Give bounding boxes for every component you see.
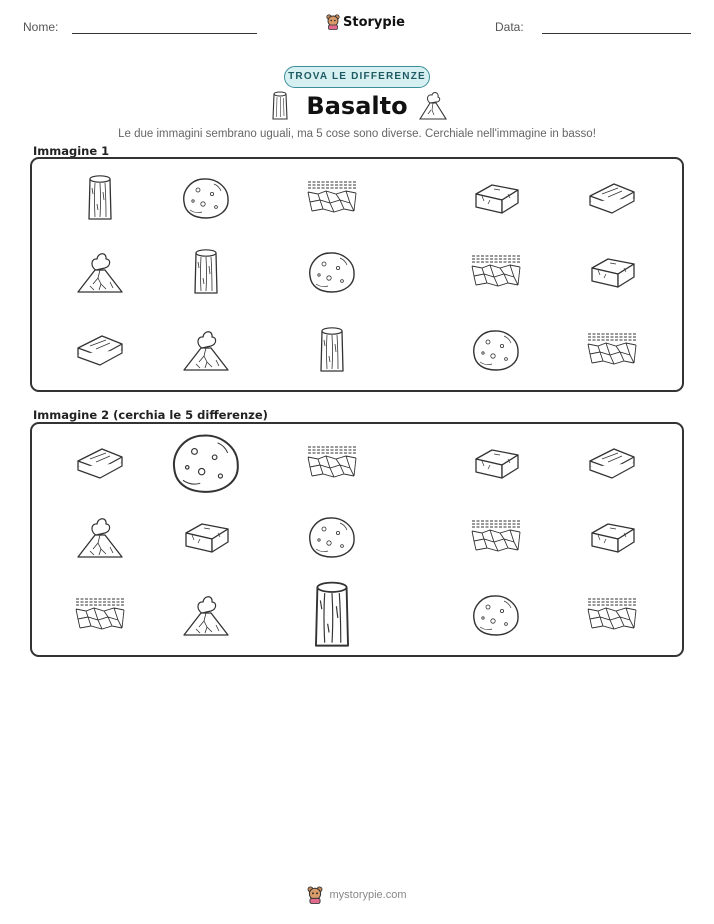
volcano-icon [181,326,231,374]
cracked-ground-icon [470,251,522,293]
find-differences-badge: TROVA LE DIFFERENZE [284,66,430,88]
basalt-column-icon [318,326,346,374]
basalt-column-icon[interactable] [312,580,353,650]
cracked-ground-icon [306,177,358,219]
date-field-line[interactable] [542,33,691,34]
rock-icon[interactable] [470,593,522,637]
page-title: Basalto [306,92,408,120]
brick-icon[interactable] [470,445,522,481]
cracked-ground-icon[interactable] [586,594,638,636]
basalt-column-icon [86,174,114,222]
brick-icon[interactable] [586,519,638,555]
slab-icon [586,180,638,216]
footer-url[interactable]: mystorypie.com [329,889,407,901]
volcano-icon[interactable] [75,513,125,561]
mascot-icon [307,886,323,904]
rock-icon [470,328,522,372]
slab-icon[interactable] [586,445,638,481]
brick-icon[interactable] [180,519,232,555]
cracked-ground-icon[interactable] [306,442,358,484]
name-label: Nome: [23,20,59,34]
basalt-column-icon [192,248,220,296]
cracked-ground-icon[interactable] [74,594,126,636]
logo-text: Storypie [343,14,405,30]
storypie-logo [326,14,405,30]
slab-icon[interactable] [74,445,126,481]
picture1-panel [30,157,684,392]
instructions-text: Le due immagini sembrano uguali, ma 5 cose sono diverse. Cerchiale nell'immagine in basso! [118,128,596,140]
volcano-icon[interactable] [181,591,231,639]
volcano-icon [75,248,125,296]
brick-icon [586,254,638,290]
cracked-ground-icon [586,329,638,371]
mascot-icon [326,14,340,30]
slab-icon [74,332,126,368]
rock-icon [180,176,232,220]
picture1-label: Immagine 1 [33,144,110,158]
volcano-icon [418,91,448,121]
picture2-panel[interactable] [30,422,684,657]
rock-icon[interactable] [306,515,358,559]
name-field-line[interactable] [72,33,257,34]
rock-icon[interactable] [169,431,244,495]
brick-icon [470,180,522,216]
footer [0,886,714,904]
rock-icon [306,250,358,294]
picture2-label: Immagine 2 (cerchia le 5 differenze) [33,408,268,422]
cracked-ground-icon[interactable] [470,516,522,558]
date-label: Data: [495,20,524,34]
